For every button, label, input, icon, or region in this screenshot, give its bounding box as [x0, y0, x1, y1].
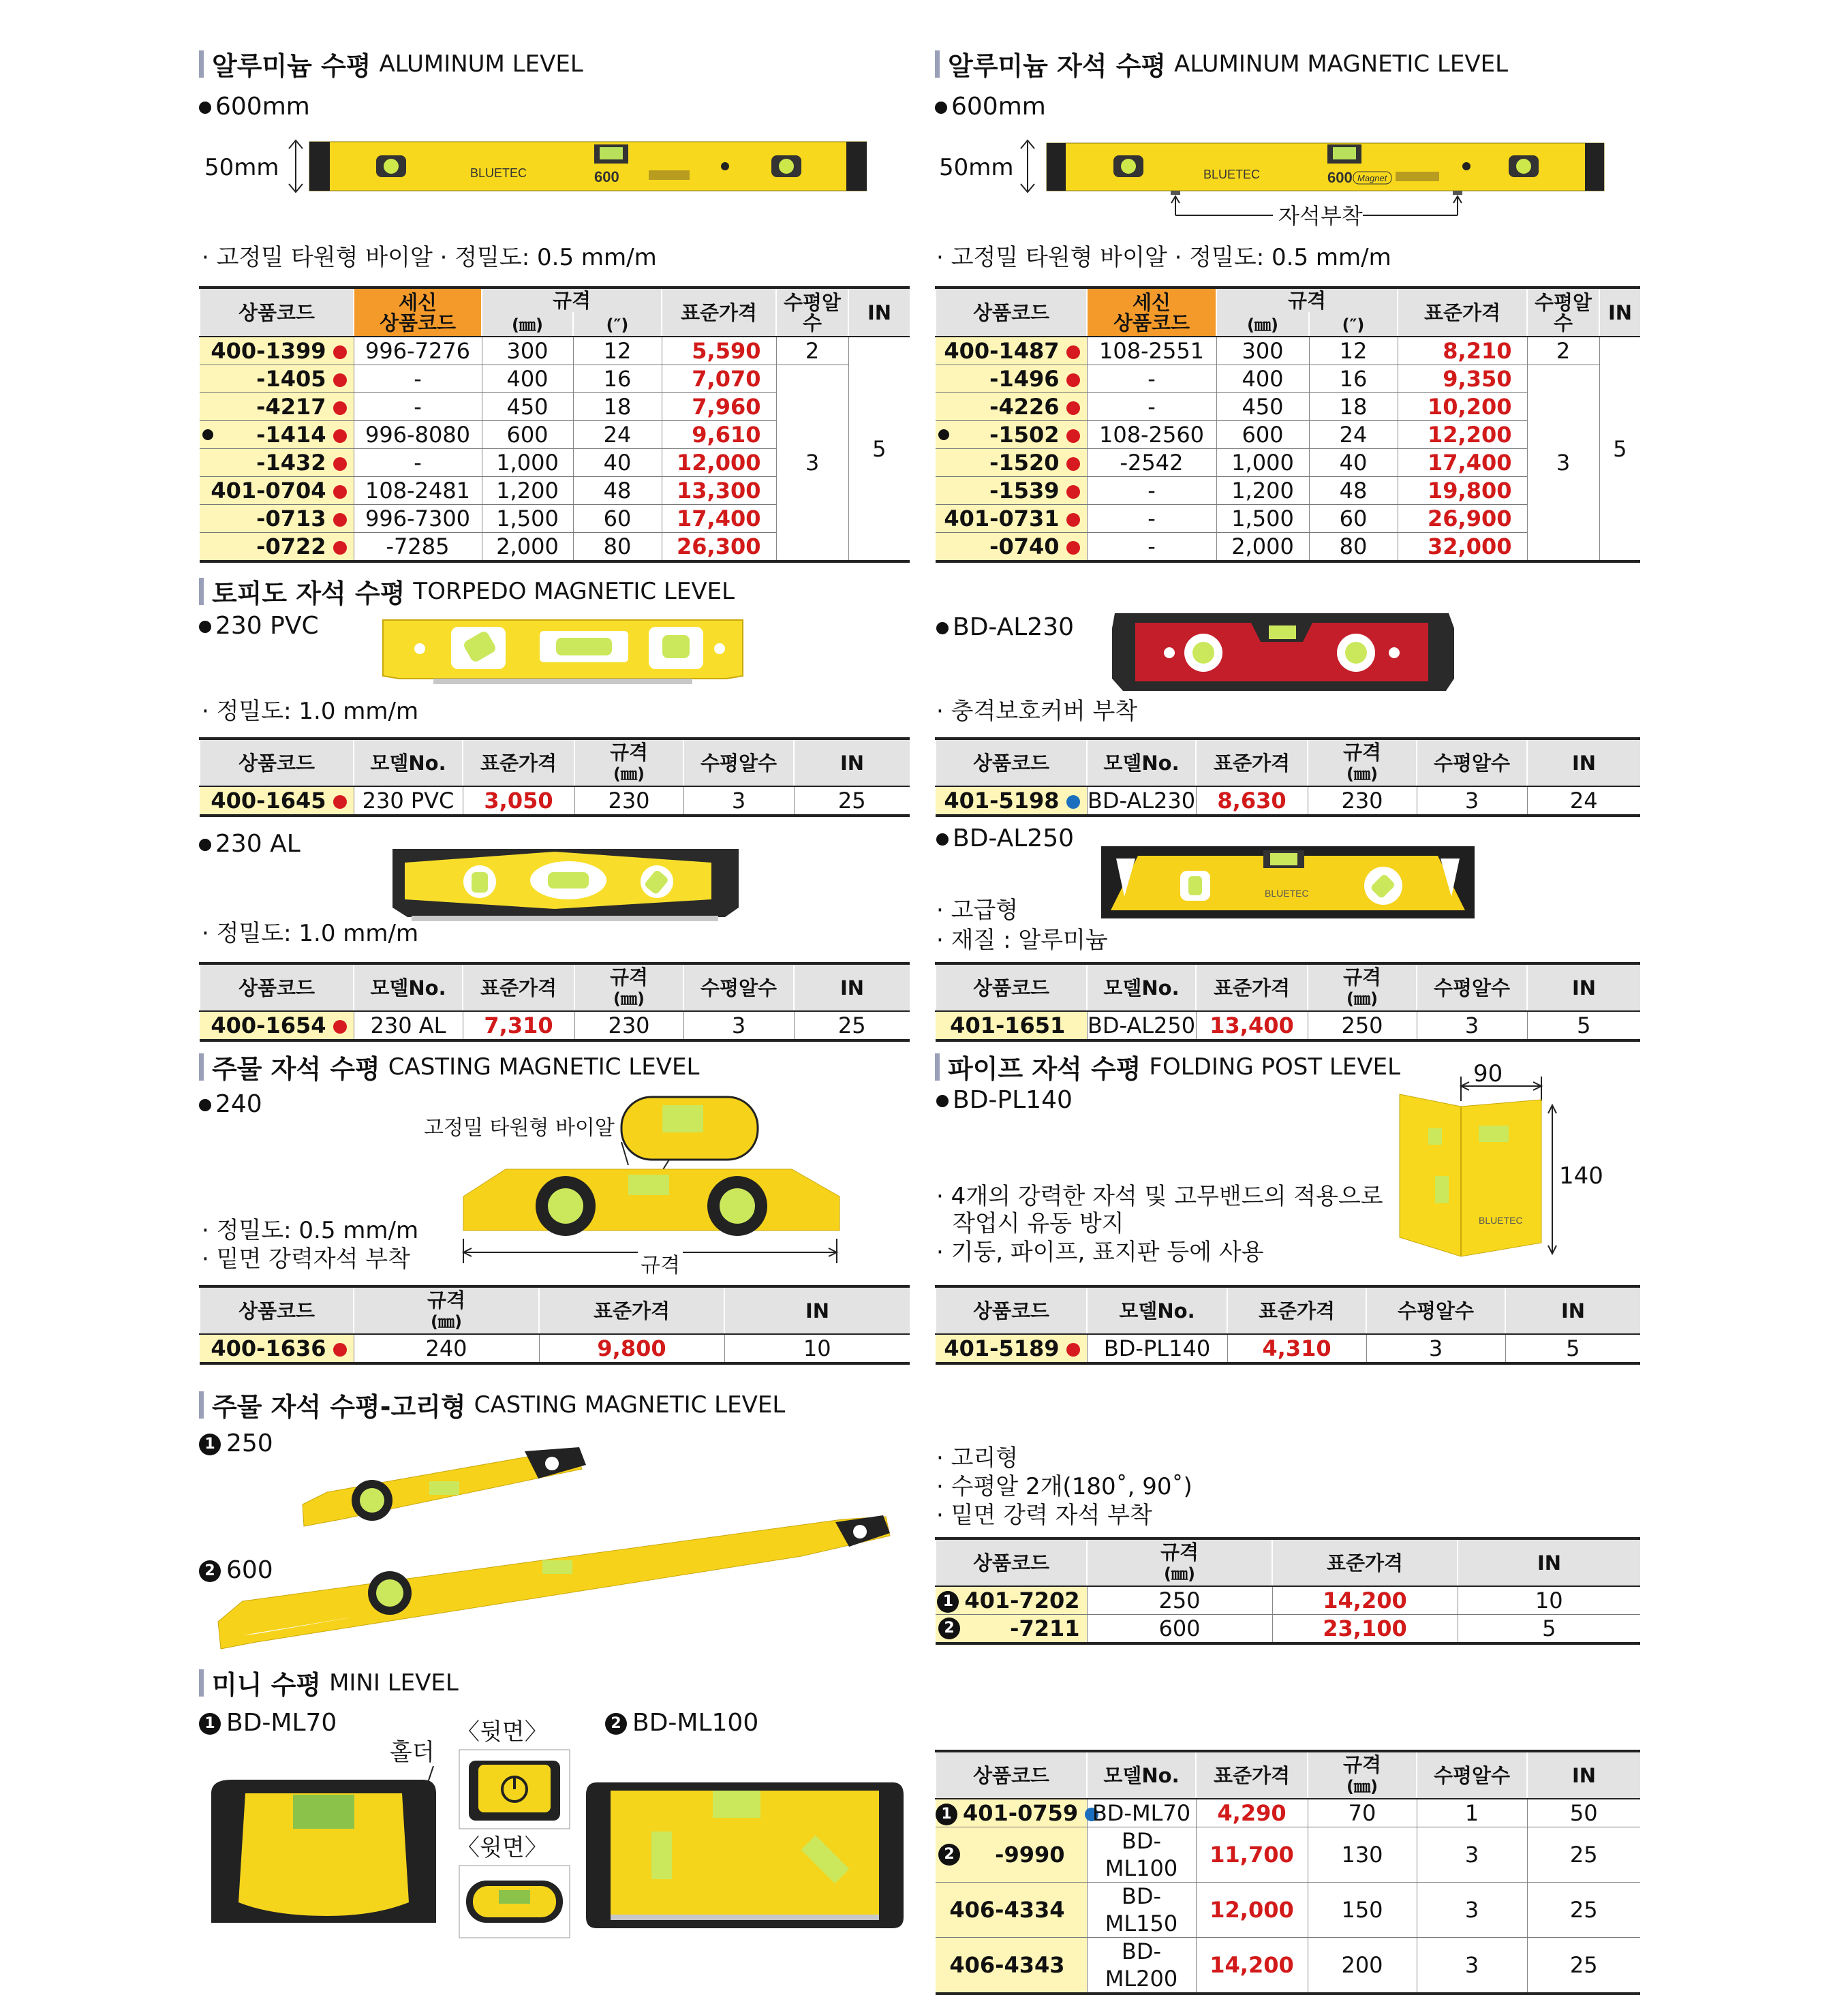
- table-row: 401-0731 - 1,500 60 26,900: [936, 505, 1640, 533]
- table-row: -1496 - 400 16 9,350 3: [936, 365, 1640, 393]
- pvc-level-image: [379, 610, 747, 692]
- table-row: -1520 -2542 1,000 40 17,400: [936, 449, 1640, 477]
- hook-table: 상품코드 규격 (㎜) 표준가격 IN 1 401-7202 250 14,200 10 2 -7211 600 23,100 5: [935, 1537, 1640, 1645]
- pvc-table: 상품코드 모델No. 표준가격 규격 (㎜) 수평알수 IN 400-1645 230 PVC 3,050 230 3 25: [199, 737, 910, 817]
- casting-title: 주물 자석 수평 CASTING MAGNETIC LEVEL: [199, 1048, 699, 1085]
- bd250-level-image: [1097, 842, 1479, 924]
- table-row: 401-5189 BD-PL140 4,310 3 5: [936, 1334, 1640, 1363]
- table-row: -4226 - 450 18 10,200: [936, 393, 1640, 421]
- bd230-table: 상품코드 모델No. 표준가격 규격 (㎜) 수평알수 IN 401-5198 BD-AL230 8,630 230 3 24: [935, 737, 1640, 817]
- pipe-dim-w: 90: [1473, 1060, 1503, 1087]
- alu-height: 50mm: [204, 154, 279, 181]
- hook-note3: · 밑면 강력 자석 부착: [936, 1502, 1152, 1529]
- table-row: -1432 - 1,000 40 12,000: [200, 449, 910, 477]
- mini-ml70-image: [204, 1766, 443, 1936]
- table-row: -0713 996-7300 1,500 60 17,400: [200, 505, 910, 533]
- table-row: 400-1487 108-2551 300 12 8,210 2 5: [936, 337, 1640, 365]
- table-row: -4217 - 450 18 7,960: [200, 393, 910, 421]
- mag-table: 상품코드 세신 상품코드 규격 표준가격 수평알수 IN (㎜) (″) 400-1487 108-2551 300 12 8,210 2 5 -1496 - 400 16 9,350 3 -4226 - 450 18 10,200 -1502 108-2560 600 24 12,200 -1520 -2542 1,000 40 17,400 -1539 - 1,200 48 19,800 401-0731 - 1,500 60 26,900 -0740 - 2,000 80 32,000: [935, 286, 1640, 563]
- alu-size: 600mm: [199, 93, 310, 121]
- mini-top-label: 〈윗면〉: [457, 1834, 548, 1861]
- table-row: 2 -7211 600 23,100 5: [936, 1615, 1640, 1644]
- mini-table: 상품코드 모델No. 표준가격 규격 (㎜) 수평알수 IN 1 401-0759 BD-ML70 4,290 70 1 50 2 -9990 BD-ML100 11,700 130 3 25 406-4334 BD-ML150 12,000 150 3 25 406-4343 BD-ML200 14,200 200 3 25: [935, 1750, 1640, 1995]
- alu-level-image: [281, 136, 867, 198]
- alu-table: 상품코드 세신 상품코드 규격 표준가격 수평알수 IN (㎜) (″) 400-1399 996-7276 300 12 5,590 2 5 -1405 - 400 16 7,070 3 -4217 - 450 18 7,960 -1414 996-8080 600 24 9,610 -1432 - 1,000 40 12,000 401-0704 108-2481 1,200 48 13,300 -0713 996-7300 1,500 60 17,400 -0722 -7285 2,000 80 26,300: [199, 286, 910, 563]
- mag-height: 50mm: [939, 154, 1014, 181]
- hook-title: 주물 자석 수평-고리형 CASTING MAGNETIC LEVEL: [199, 1386, 785, 1423]
- table-row: -1539 - 1,200 48 19,800: [936, 477, 1640, 505]
- hook-note2: · 수평알 2개(180˚, 90˚): [936, 1473, 1192, 1500]
- table-row: 406-4334 BD-ML150 12,000 150 3 25: [936, 1883, 1640, 1938]
- casting-note2: · 밑면 강력자석 부착: [202, 1246, 410, 1273]
- alu-brand: BLUETEC: [470, 166, 527, 180]
- mag-size: 600mm: [935, 93, 1046, 121]
- casting-name: 240: [199, 1090, 262, 1118]
- table-row: 406-4343 BD-ML200 14,200 200 3 25: [936, 1938, 1640, 1994]
- mini-back-label: 〈뒷면〉: [457, 1718, 548, 1746]
- pipe-brand: BLUETEC: [1479, 1215, 1523, 1226]
- al-name: 230 AL: [199, 830, 301, 858]
- mag-level-image: [1017, 136, 1610, 232]
- al-table: 상품코드 모델No. 표준가격 규격 (㎜) 수평알수 IN 400-1654 230 AL 7,310 230 3 25: [199, 962, 910, 1042]
- casting-note1: · 정밀도: 0.5 mm/m: [202, 1217, 419, 1244]
- mini-item1: 1 BD-ML70: [199, 1709, 337, 1737]
- mag-magnet-note: 자석부착: [1278, 203, 1363, 229]
- pipe-dim-h: 140: [1559, 1162, 1603, 1190]
- table-row: 400-1399 996-7276 300 12 5,590 2 5: [200, 337, 910, 365]
- table-row: -0722 -7285 2,000 80 26,300: [200, 533, 910, 562]
- bd230-name: BD-AL230: [936, 613, 1074, 641]
- pipe-name: BD-PL140: [936, 1086, 1073, 1114]
- table-row: 401-0704 108-2481 1,200 48 13,300: [200, 477, 910, 505]
- mini-ml100-image: [583, 1774, 906, 1931]
- pipe-note3: · 기둥, 파이프, 표지판 등에 사용: [936, 1239, 1264, 1266]
- table-row: 400-1654 230 AL 7,310 230 3 25: [200, 1011, 910, 1040]
- mag-magnet-tag: Magnet: [1357, 173, 1387, 183]
- casting-vial-label: 고정밀 타원형 바이알: [424, 1116, 615, 1140]
- pvc-note: · 정밀도: 1.0 mm/m: [202, 698, 419, 725]
- table-row: -1405 - 400 16 7,070 3: [200, 365, 910, 393]
- bd230-note: · 충격보호커버 부착: [936, 698, 1138, 725]
- table-row: -1414 996-8080 600 24 9,610: [200, 421, 910, 449]
- bd250-note2: · 재질 : 알루미늄: [936, 927, 1108, 954]
- table-row: -1502 108-2560 600 24 12,200: [936, 421, 1640, 449]
- bd230-level-image: [1108, 608, 1457, 696]
- pipe-note2: 작업시 유동 방지: [953, 1210, 1124, 1237]
- hook-item2: 2 600: [199, 1556, 273, 1584]
- bd250-name: BD-AL250: [936, 824, 1074, 852]
- bd250-note1: · 고급형: [936, 897, 1019, 924]
- table-row: 2 -9990 BD-ML100 11,700 130 3 25: [936, 1827, 1640, 1883]
- casting-table: 상품코드 규격 (㎜) 표준가격 IN 400-1636 240 9,800 10: [199, 1285, 910, 1365]
- table-row: 401-1651 BD-AL250 13,400 250 3 5: [936, 1011, 1640, 1040]
- table-row: 1 401-7202 250 14,200 10: [936, 1586, 1640, 1615]
- al-note: · 정밀도: 1.0 mm/m: [202, 920, 419, 947]
- bd250-table: 상품코드 모델No. 표준가격 규격 (㎜) 수평알수 IN 401-1651 BD-AL250 13,400 250 3 5: [935, 962, 1640, 1042]
- mini-holder-label: 홀더: [390, 1739, 435, 1766]
- mini-title: 미니 수평 MINI LEVEL: [199, 1664, 459, 1701]
- casting-level-image: [458, 1094, 846, 1265]
- mag-label: 600: [1327, 169, 1353, 186]
- pipe-title: 파이프 자석 수평 FOLDING POST LEVEL: [935, 1048, 1400, 1085]
- table-row: 401-5198 BD-AL230 8,630 230 3 24: [936, 786, 1640, 816]
- mini-back-image: [458, 1748, 571, 1830]
- table-row: 400-1636 240 9,800 10: [200, 1334, 910, 1363]
- table-row: 1 401-0759 BD-ML70 4,290 70 1 50: [936, 1799, 1640, 1827]
- mag-title: 알루미늄 자석 수평 ALUMINUM MAGNETIC LEVEL: [935, 45, 1508, 82]
- alu-title: 알루미늄 수평 ALUMINUM LEVEL: [199, 45, 583, 82]
- hook-item1: 1 250: [199, 1429, 273, 1457]
- torpedo-title: 토피도 자석 수평 TORPEDO MAGNETIC LEVEL: [199, 572, 735, 610]
- mini-item2: 2 BD-ML100: [605, 1709, 758, 1737]
- hook-600-image: [215, 1506, 897, 1656]
- mag-note: · 고정밀 타원형 바이알 · 정밀도: 0.5 mm/m: [936, 244, 1391, 271]
- pipe-note1: · 4개의 강력한 자석 및 고무밴드의 적용으로: [936, 1183, 1383, 1210]
- table-row: 400-1645 230 PVC 3,050 230 3 25: [200, 786, 910, 816]
- hook-note1: · 고리형: [936, 1444, 1019, 1472]
- alu-label: 600: [594, 168, 619, 185]
- pipe-table: 상품코드 모델No. 표준가격 수평알수 IN 401-5189 BD-PL140 4,310 3 5: [935, 1285, 1640, 1365]
- casting-spec-label: 규격: [638, 1251, 683, 1281]
- mini-top-image: [458, 1864, 571, 1939]
- pvc-name: 230 PVC: [199, 612, 319, 640]
- bd250-brand: BLUETEC: [1265, 888, 1309, 899]
- table-row: -0740 - 2,000 80 32,000: [936, 533, 1640, 562]
- mag-brand: BLUETEC: [1203, 168, 1261, 181]
- alu-note: · 고정밀 타원형 바이알 · 정밀도: 0.5 mm/m: [202, 244, 657, 271]
- al-level-image: [384, 842, 745, 924]
